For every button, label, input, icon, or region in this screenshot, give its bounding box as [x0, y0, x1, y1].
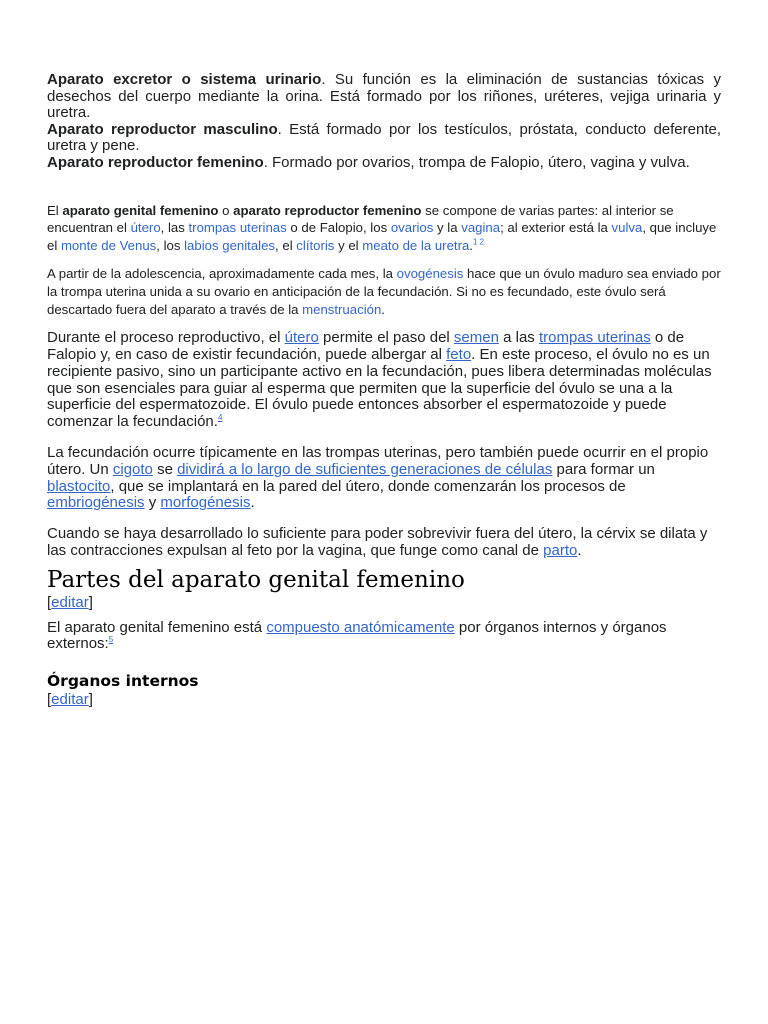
link-compuesto-anatomicamente[interactable]: compuesto anatómicamente [266, 618, 455, 636]
reference-link[interactable]: 5 [108, 635, 114, 645]
adolescence-paragraph: A partir de la adolescencia, aproximadamente cada mes, la ovogénesis hace que un óvulo maduro sea enviado por la trompa uterina unida a su ovario en anticipación de la fecundación. Si no es fecundado, este óvulo será descartado fuera del aparato a través de la menstruación. [47, 266, 721, 317]
link-feto[interactable]: feto [446, 345, 472, 363]
excretor-term: Aparato excretor o sistema urinario [47, 71, 322, 88]
birth-paragraph: Cuando se haya desarrollado lo suficiente para poder sobrevivir fuera del útero, la cérvix se dilata y las contracciones expulsan al feto por la vagina, que funge como canal de parto. [47, 525, 708, 559]
masculino-term: Aparato reproductor masculino [47, 120, 278, 138]
link-trompas-uterinas[interactable]: trompas uterinas [188, 220, 287, 236]
link-semen[interactable]: semen [453, 329, 499, 347]
reference-link[interactable]: 4 [217, 413, 223, 423]
reproductive-process-paragraph: Durante el proceso reproductivo, el útero permite el paso del semen a las trompas uterinas o de Falopio y, en caso de existir fecundación, puede albergar al feto. En este proceso, el óvulo no es un recipiente pasivo, sino un participante activo en la fecundación, pues libera determinadas moléculas que son esenciales para guiar al esperma que permiten que la superficie del óvulo se una a la superficie del espermatozoide. El óvulo puede entonces absorber el espermatozoide y puede comenzar la fecundación.$^4$ [47, 329, 712, 431]
edit-link[interactable]: editar [51, 593, 89, 611]
link-blastocito[interactable]: blastocito [47, 477, 111, 495]
section-edit: [editar] [47, 593, 93, 611]
section-intro-paragraph: El aparato genital femenino está compuesto anatómicamente por órganos internos y órganos externos:$^5$ [47, 618, 667, 653]
organ-systems-block [47, 72, 721, 172]
section-title: Partes del aparato genital femenino [47, 566, 465, 593]
reference-link[interactable]: 1 2 [472, 237, 485, 247]
link-division-celular[interactable]: dividirá a lo largo de suficientes generaciones de células [177, 460, 553, 478]
edit-link[interactable]: editar [51, 691, 89, 709]
link-trompas-uterinas-2[interactable]: trompas uterinas [538, 329, 651, 347]
link-embriogenesis[interactable]: embriogénesis [47, 494, 145, 512]
link-menstruacion[interactable]: menstruación [302, 301, 382, 317]
link-clitoris[interactable]: clítoris [296, 237, 335, 253]
subsection-title: Órganos internos [47, 672, 199, 691]
link-utero-2[interactable]: útero [284, 329, 319, 347]
masculino-paragraph: Aparato reproductor masculino. Está formado por los testículos, próstata, conducto deferente, uretra y pene. [47, 120, 722, 155]
link-parto[interactable]: parto [543, 541, 578, 559]
link-vulva[interactable]: vulva [611, 220, 643, 236]
link-meato-uretra[interactable]: meato de la uretra [362, 237, 470, 253]
excretor-paragraph: Aparato excretor o sistema urinario. Su función es la eliminación de sustancias tóxicas y desechos del cuerpo mediante la orina. Está formado por los riñones, uréteres, vejiga urinaria y uretra. [47, 71, 721, 122]
intro-paragraph: El aparato genital femenino o aparato reproductor femenino se compone de varias partes: al interior se encuentran el útero, las trompas uterinas o de Falopio, los ovarios y la vagina; al exterior está la vulva, que incluye el monte de Venus, los labios genitales, el clítoris y el meato de la uretra.$^{1 2}$ [47, 202, 717, 253]
link-vagina[interactable]: vagina [461, 220, 501, 236]
subsection-edit: [editar] [47, 691, 93, 709]
link-ovogenesis[interactable]: ovogénesis [396, 266, 464, 282]
link-labios-genitales[interactable]: labios genitales [184, 237, 276, 253]
femenino-term: Aparato reproductor femenino [47, 153, 264, 171]
femenino-paragraph: Aparato reproductor femenino. Formado por ovarios, trompa de Falopio, útero, vagina y vulva. [47, 153, 690, 171]
link-utero[interactable]: útero [130, 220, 161, 236]
fecundation-paragraph: La fecundación ocurre típicamente en las trompas uterinas, pero también puede ocurrir en el propio útero. Un cigoto se dividirá a lo largo de suficientes generaciones de células para formar un blastocito, que se implantará en la pared del útero, donde comenzarán los procesos de embriogénesis y morfogénesis. [47, 443, 709, 512]
link-morfogenesis[interactable]: morfogénesis [160, 494, 251, 512]
link-cigoto[interactable]: cigoto [112, 460, 153, 478]
link-ovarios[interactable]: ovarios [390, 220, 434, 236]
link-monte-de-venus[interactable]: monte de Venus [60, 237, 157, 253]
